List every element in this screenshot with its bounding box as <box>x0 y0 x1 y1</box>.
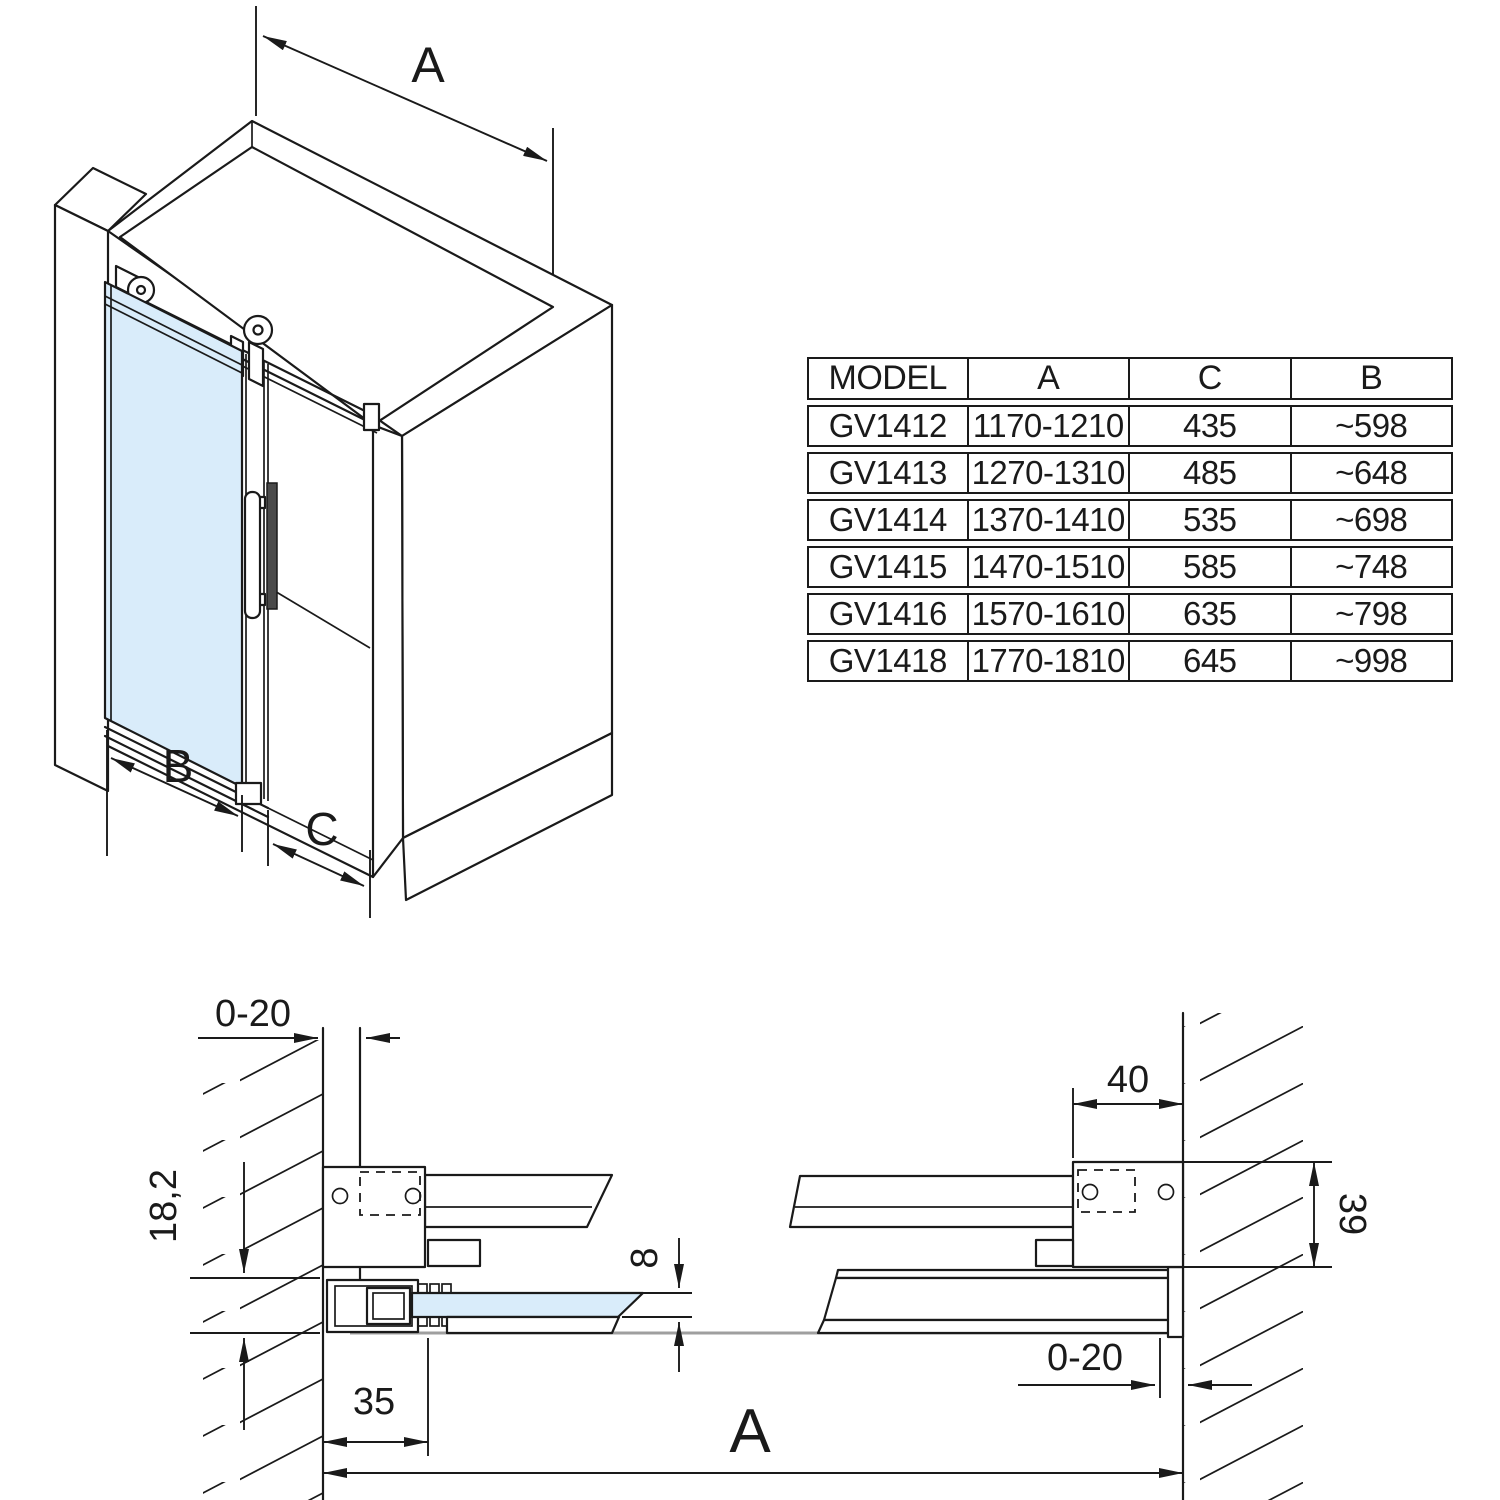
cell-model: GV1416 <box>807 593 969 635</box>
gasket-tooth <box>418 1284 427 1293</box>
dim-c-label: C <box>305 803 339 855</box>
door-stopper-right <box>1036 1240 1073 1266</box>
cell-a: 1370-1410 <box>969 499 1131 541</box>
wall-bracket-left <box>323 1167 425 1267</box>
dim-profile-height-label: 18,2 <box>143 1169 185 1243</box>
table-row <box>807 546 1453 588</box>
sliding-door-glass <box>105 282 242 787</box>
dim-profile-width-label: 35 <box>352 1381 396 1423</box>
left-wall-face <box>55 205 108 791</box>
door-handle <box>245 492 260 618</box>
cell-model: GV1418 <box>807 640 969 682</box>
col-header-model: MODEL <box>807 357 969 400</box>
spec-table-header-row <box>807 357 1453 400</box>
dim-total-width-label: A <box>729 1397 771 1466</box>
cell-b: ~698 <box>1292 499 1454 541</box>
rail-bar-left <box>425 1175 612 1227</box>
spec-table <box>807 352 1453 687</box>
col-header-c: C <box>1130 357 1292 400</box>
table-row <box>807 452 1453 494</box>
cell-a: 1270-1310 <box>969 452 1131 494</box>
cell-a: 1570-1610 <box>969 593 1131 635</box>
cell-c: 635 <box>1130 593 1292 635</box>
cell-b: ~748 <box>1292 546 1454 588</box>
roller-right-hub <box>254 326 263 335</box>
wall-hatch-right <box>1183 1013 1303 1500</box>
table-row <box>807 593 1453 635</box>
cell-model: GV1413 <box>807 452 969 494</box>
isometric-view <box>55 6 612 918</box>
gasket-tooth <box>430 1317 439 1326</box>
cell-b: ~998 <box>1292 640 1454 682</box>
door-profile-lip-right <box>836 1270 1170 1278</box>
glass-under-profile <box>447 1317 619 1333</box>
fixed-panel-edge <box>273 590 370 648</box>
dim-wall-gap-left-label: 0-20 <box>214 993 292 1035</box>
right-wall-inner-face <box>373 425 403 877</box>
cell-b: ~798 <box>1292 593 1454 635</box>
cell-a: 1470-1510 <box>969 546 1131 588</box>
door-stopper-left <box>428 1240 480 1266</box>
cell-model: GV1412 <box>807 405 969 447</box>
table-row <box>807 405 1453 447</box>
dim-b-label: B <box>162 740 194 792</box>
door-profile-body-right <box>824 1278 1170 1320</box>
col-header-b: B <box>1292 357 1454 400</box>
rail-bar-right <box>790 1176 1073 1227</box>
col-header-a: A <box>969 357 1131 400</box>
dim-bracket-width-label: 40 <box>1106 1059 1150 1101</box>
door-profile-band-right <box>818 1320 1170 1333</box>
dim-a-label: A <box>411 37 445 93</box>
section-view <box>143 993 1373 1500</box>
cell-b: ~648 <box>1292 452 1454 494</box>
cell-a: 1770-1810 <box>969 640 1131 682</box>
glass-panel-section <box>412 1293 643 1317</box>
dim-glass-thickness-label: 8 <box>624 1247 666 1269</box>
wall-hatch-left <box>203 1040 323 1500</box>
dim-wall-gap-right-label: 0-20 <box>1046 1337 1124 1379</box>
cell-c: 435 <box>1130 405 1292 447</box>
rail-wall-bracket-right <box>364 404 379 430</box>
wall-bracket-right <box>1073 1162 1183 1267</box>
dim-bracket-height-label: 39 <box>1331 1192 1373 1236</box>
cell-b: ~598 <box>1292 405 1454 447</box>
gasket-tooth <box>418 1317 427 1326</box>
bottom-guide-block <box>236 783 261 804</box>
handle-back-plate <box>267 483 277 609</box>
cell-a: 1170-1210 <box>969 405 1131 447</box>
roller-right-hanger <box>249 342 263 386</box>
cell-c: 485 <box>1130 452 1292 494</box>
cell-c: 585 <box>1130 546 1292 588</box>
table-row <box>807 640 1453 682</box>
cell-model: GV1414 <box>807 499 969 541</box>
cell-c: 535 <box>1130 499 1292 541</box>
gasket-tooth <box>442 1284 451 1293</box>
roller-left-hub <box>137 286 145 294</box>
gasket-tooth <box>430 1284 439 1293</box>
wall-plate-right <box>1168 1267 1183 1337</box>
dim-a-arrow <box>263 36 547 161</box>
table-row <box>807 499 1453 541</box>
cell-c: 645 <box>1130 640 1292 682</box>
cell-model: GV1415 <box>807 546 969 588</box>
